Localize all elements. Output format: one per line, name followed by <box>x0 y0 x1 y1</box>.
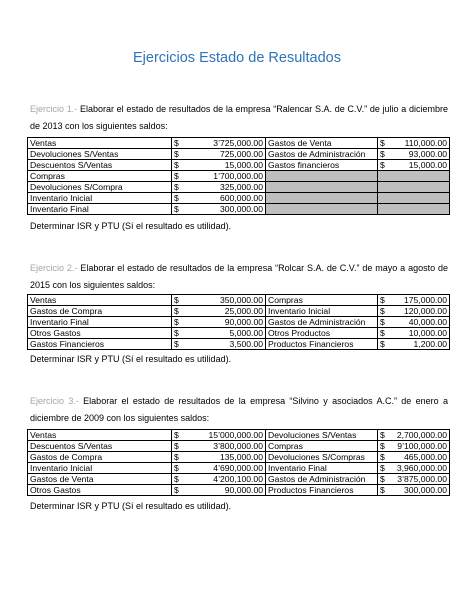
currency-sign: $ <box>174 295 179 305</box>
amount-cell <box>378 339 450 350</box>
currency-sign: $ <box>174 474 179 484</box>
amount-cell <box>172 149 266 160</box>
exercise-3-text: Elaborar el estado de resultados de la empresa “Silvino y asociados A.C.” de enero a diciembre de 2009 con los siguientes saldos: <box>30 396 448 423</box>
currency-sign: $ <box>174 193 179 203</box>
amount-cell <box>378 306 450 317</box>
amount-cell <box>378 463 450 474</box>
amount-cell <box>378 182 450 193</box>
exercise-3-label: Ejercicio 3.- <box>30 396 79 406</box>
exercise-2-label: Ejercicio 2.- <box>30 263 78 273</box>
amount-value: 4’690,000.00 <box>213 463 263 473</box>
amount-value: 3,960,000.00 <box>396 463 447 473</box>
account-name-cell: Gastos de Compra <box>28 306 172 317</box>
amount-cell <box>172 193 266 204</box>
table-row <box>28 138 450 149</box>
account-name-cell: Gastos de Compra <box>28 452 172 463</box>
currency-sign: $ <box>380 160 385 170</box>
account-name-cell: Descuentos S/Ventas <box>28 441 172 452</box>
table-row <box>28 149 450 160</box>
account-name-cell: Devoluciones S/Ventas <box>266 430 378 441</box>
amount-value: 110,000.00 <box>404 138 447 148</box>
amount-value: 90,000.00 <box>224 485 263 495</box>
account-name-cell: Inventario Inicial <box>266 306 378 317</box>
amount-value: 9’100,000.00 <box>397 441 447 451</box>
account-name-cell: Otros Productos <box>266 328 378 339</box>
exercise-2-footer: Determinar ISR y PTU (Sí el resultado es utilidad). <box>30 354 232 364</box>
amount-cell <box>172 160 266 171</box>
amount-value: 3’800,000.00 <box>213 441 263 451</box>
account-name-cell: Gastos de Administración <box>266 317 378 328</box>
currency-sign: $ <box>174 138 179 148</box>
amount-value: 40,000.00 <box>408 317 447 327</box>
account-name-cell: Otros Gastos <box>28 485 172 496</box>
currency-sign: $ <box>174 485 179 495</box>
account-name-cell: Productos Financieros <box>266 485 378 496</box>
currency-sign: $ <box>380 452 385 462</box>
exercise-3-statement <box>30 393 448 427</box>
exercise-1-label: Ejercicio 1.- <box>30 104 78 114</box>
account-name-cell: Inventario Final <box>28 317 172 328</box>
amount-value: 1’700,000.00 <box>213 171 263 181</box>
amount-value: 93,000.00 <box>408 149 447 159</box>
amount-value: 1,200.00 <box>413 339 447 349</box>
currency-sign: $ <box>174 160 179 170</box>
amount-value: 25,000.00 <box>224 306 263 316</box>
amount-cell <box>378 295 450 306</box>
currency-sign: $ <box>380 138 385 148</box>
amount-value: 350,000.00 <box>219 295 263 305</box>
amount-value: 90,000.00 <box>224 317 263 327</box>
account-name-cell <box>266 171 378 182</box>
amount-value: 15,000.00 <box>408 160 447 170</box>
account-name-cell: Ventas <box>28 138 172 149</box>
account-name-cell <box>266 204 378 215</box>
amount-cell <box>378 485 450 496</box>
table-row <box>28 485 450 496</box>
amount-value: 300,000.00 <box>403 485 447 495</box>
amount-value: 2,700,000.00 <box>396 430 447 440</box>
currency-sign: $ <box>380 328 385 338</box>
amount-cell <box>172 317 266 328</box>
amount-cell <box>378 328 450 339</box>
table-row <box>28 295 450 306</box>
currency-sign: $ <box>380 317 385 327</box>
amount-cell <box>172 295 266 306</box>
table-row <box>28 339 450 350</box>
currency-sign: $ <box>174 430 179 440</box>
amount-value: 3’725,000.00 <box>213 138 263 148</box>
amount-cell <box>172 182 266 193</box>
table-row <box>28 204 450 215</box>
currency-sign: $ <box>174 441 179 451</box>
table-row <box>28 328 450 339</box>
amount-cell <box>378 149 450 160</box>
account-name-cell: Ventas <box>28 295 172 306</box>
amount-cell <box>378 193 450 204</box>
account-name-cell: Devoluciones S/Compras <box>266 452 378 463</box>
account-name-cell: Inventario Inicial <box>28 193 172 204</box>
currency-sign: $ <box>380 463 385 473</box>
amount-cell <box>172 171 266 182</box>
amount-cell <box>378 171 450 182</box>
exercise-1-statement <box>30 101 448 135</box>
table-row <box>28 452 450 463</box>
currency-sign: $ <box>174 149 179 159</box>
account-name-cell: Inventario Final <box>266 463 378 474</box>
exercise-1-table <box>27 137 450 215</box>
table-row <box>28 182 450 193</box>
account-name-cell: Compras <box>28 171 172 182</box>
table-row <box>28 463 450 474</box>
amount-cell <box>172 204 266 215</box>
amount-cell <box>172 328 266 339</box>
table-row <box>28 317 450 328</box>
table-row <box>28 171 450 182</box>
account-name-cell: Gastos de Administración <box>266 474 378 485</box>
amount-cell <box>172 463 266 474</box>
account-name-cell: Ventas <box>28 430 172 441</box>
account-name-cell: Productos Financieros <box>266 339 378 350</box>
currency-sign: $ <box>174 171 179 181</box>
account-name-cell: Gastos financieros <box>266 160 378 171</box>
amount-value: 15’000,000.00 <box>208 430 263 440</box>
account-name-cell: Compras <box>266 441 378 452</box>
currency-sign: $ <box>174 182 179 192</box>
exercise-2-text: Elaborar el estado de resultados de la empresa “Rolcar S.A. de C.V.” de mayo a agosto de 2015 con los siguientes saldos: <box>30 263 449 290</box>
currency-sign: $ <box>380 474 385 484</box>
exercise-3-table <box>27 429 450 496</box>
amount-value: 3,500.00 <box>229 339 263 349</box>
amount-cell <box>378 138 450 149</box>
table-row <box>28 160 450 171</box>
amount-cell <box>172 306 266 317</box>
currency-sign: $ <box>174 317 179 327</box>
currency-sign: $ <box>174 339 179 349</box>
account-name-cell: Gastos de Venta <box>266 138 378 149</box>
amount-value: 175,000.00 <box>403 295 447 305</box>
amount-cell <box>172 339 266 350</box>
amount-cell <box>172 430 266 441</box>
currency-sign: $ <box>174 328 179 338</box>
exercise-3-footer: Determinar ISR y PTU (Sí el resultado es utilidad). <box>30 501 232 511</box>
account-name-cell: Devoluciones S/Ventas <box>28 149 172 160</box>
account-name-cell: Compras <box>266 295 378 306</box>
currency-sign: $ <box>380 306 385 316</box>
currency-sign: $ <box>380 441 385 451</box>
exercise-2-statement <box>30 260 448 294</box>
currency-sign: $ <box>174 463 179 473</box>
amount-cell <box>172 485 266 496</box>
account-name-cell: Gastos Financieros <box>28 339 172 350</box>
currency-sign: $ <box>174 306 179 316</box>
amount-cell <box>172 452 266 463</box>
account-name-cell: Gastos de Venta <box>28 474 172 485</box>
exercise-1-text: Elaborar el estado de resultados de la empresa “Ralencar S.A. de C.V.” de julio a diciembre de 2013 con los siguientes saldos: <box>30 104 448 131</box>
amount-cell <box>378 317 450 328</box>
amount-value: 725,000.00 <box>219 149 263 159</box>
table-row <box>28 430 450 441</box>
amount-value: 10,000.00 <box>408 328 447 338</box>
amount-value: 120,000.00 <box>403 306 447 316</box>
amount-value: 300,000.00 <box>219 204 263 214</box>
amount-cell <box>378 204 450 215</box>
account-name-cell: Descuentos S/Ventas <box>28 160 172 171</box>
account-name-cell: Inventario Inicial <box>28 463 172 474</box>
currency-sign: $ <box>380 430 385 440</box>
currency-sign: $ <box>380 339 385 349</box>
exercise-1-footer: Determinar ISR y PTU (Sí el resultado es utilidad). <box>30 221 232 231</box>
table-row <box>28 441 450 452</box>
account-name-cell <box>266 182 378 193</box>
account-name-cell <box>266 193 378 204</box>
currency-sign: $ <box>380 149 385 159</box>
exercise-2-table <box>27 294 450 350</box>
amount-value: 5,000.00 <box>229 328 263 338</box>
amount-cell <box>378 160 450 171</box>
account-name-cell: Devoluciones S/Compra <box>28 182 172 193</box>
currency-sign: $ <box>174 204 179 214</box>
currency-sign: $ <box>380 485 385 495</box>
currency-sign: $ <box>174 452 179 462</box>
amount-cell <box>378 441 450 452</box>
table-row <box>28 306 450 317</box>
amount-value: 600,000.00 <box>219 193 263 203</box>
table-row <box>28 474 450 485</box>
amount-value: 465,000.00 <box>403 452 447 462</box>
amount-value: 325,000.00 <box>219 182 263 192</box>
page-title: Ejercicios Estado de Resultados <box>133 50 341 66</box>
table-row <box>28 193 450 204</box>
account-name-cell: Otros Gastos <box>28 328 172 339</box>
account-name-cell: Gastos de Administración <box>266 149 378 160</box>
amount-cell <box>378 452 450 463</box>
amount-cell <box>172 441 266 452</box>
amount-value: 135,000.00 <box>219 452 263 462</box>
account-name-cell: Inventario Final <box>28 204 172 215</box>
amount-value: 15,000.00 <box>224 160 263 170</box>
amount-value: 4’200,100.00 <box>213 474 263 484</box>
amount-value: 3’875,000.00 <box>397 474 447 484</box>
amount-cell <box>172 138 266 149</box>
currency-sign: $ <box>380 295 385 305</box>
amount-cell <box>378 430 450 441</box>
amount-cell <box>172 474 266 485</box>
amount-cell <box>378 474 450 485</box>
